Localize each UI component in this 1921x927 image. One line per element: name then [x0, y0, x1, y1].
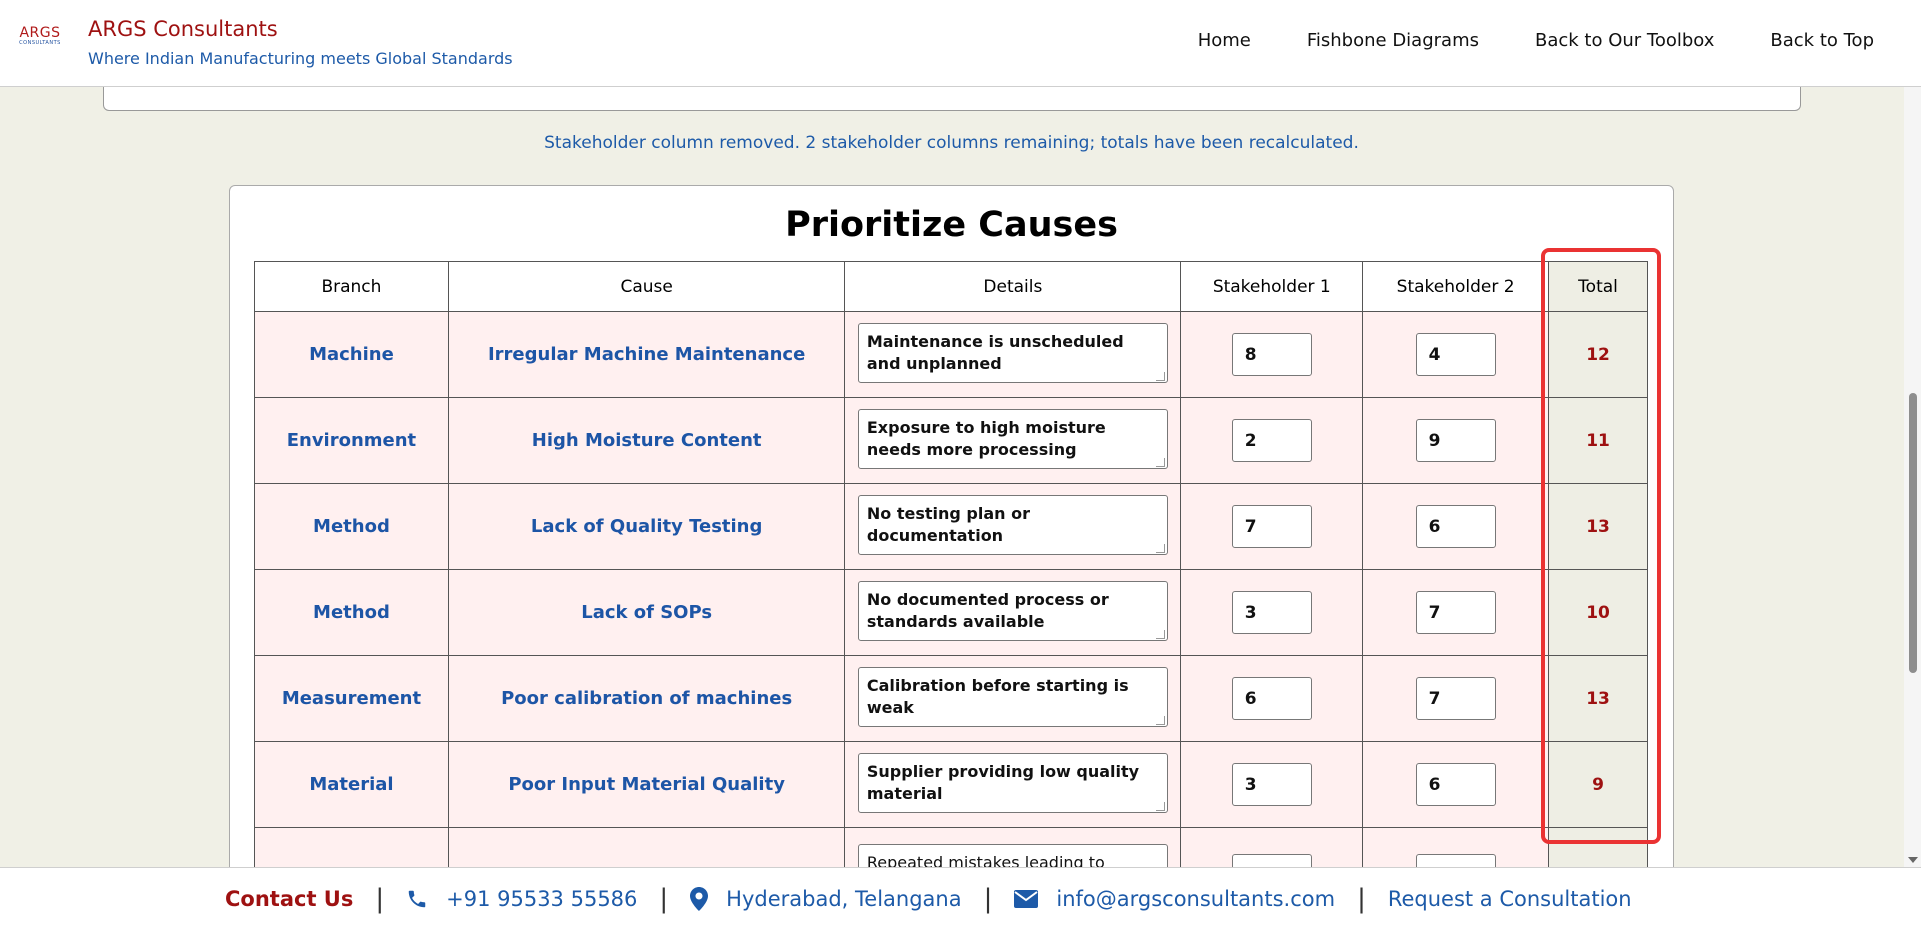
- details-cell: [845, 570, 1181, 656]
- stakeholder-1-score-input[interactable]: [1232, 419, 1312, 462]
- section-title: Prioritize Causes: [785, 205, 1118, 245]
- branch-cell: Environment: [255, 398, 449, 484]
- footer-separator: |: [375, 884, 385, 914]
- prioritize-table: [254, 261, 1648, 914]
- table-row: [255, 312, 1648, 398]
- header-total: Total: [1549, 262, 1648, 312]
- total-cell: 11: [1549, 398, 1648, 484]
- details-cell: [845, 312, 1181, 398]
- location-link[interactable]: [690, 887, 961, 911]
- brand-tagline: Where Indian Manufacturing meets Global Standards: [88, 49, 513, 68]
- details-cell: [845, 742, 1181, 828]
- nav-fishbone-link[interactable]: Fishbone Diagrams: [1306, 30, 1479, 51]
- cause-cell: Poor Input Material Quality: [448, 742, 845, 828]
- table-header-row: [255, 262, 1648, 312]
- phone-link[interactable]: [406, 887, 637, 911]
- footer-separator: |: [659, 884, 669, 914]
- header-details: Details: [845, 262, 1181, 312]
- table-row: [255, 570, 1648, 656]
- map-pin-icon: [690, 887, 708, 911]
- details-cell: [845, 398, 1181, 484]
- scroll-down-arrow-icon[interactable]: [1908, 857, 1918, 863]
- stakeholder-2-cell: [1363, 570, 1549, 656]
- stakeholder-2-cell: [1363, 398, 1549, 484]
- details-cell: [845, 656, 1181, 742]
- details-textarea[interactable]: [858, 409, 1168, 469]
- status-message: Stakeholder column removed. 2 stakeholder columns remaining; totals have been recalculated.: [544, 133, 1359, 153]
- cause-cell: High Moisture Content: [448, 398, 845, 484]
- scrollbar-thumb[interactable]: [1909, 393, 1917, 673]
- logo-subtext: CONSULTANTS: [19, 40, 61, 46]
- envelope-icon: [1014, 890, 1038, 908]
- total-cell: 9: [1549, 742, 1648, 828]
- header-cause: Cause: [448, 262, 845, 312]
- footer-separator: |: [1357, 884, 1366, 914]
- page-scrollbar[interactable]: [1904, 87, 1921, 867]
- table-row: [255, 398, 1648, 484]
- details-textarea[interactable]: [858, 667, 1168, 727]
- stakeholder-1-cell: [1181, 312, 1363, 398]
- branch-cell: Machine: [255, 312, 449, 398]
- cause-cell: Poor calibration of machines: [448, 656, 845, 742]
- stakeholder-2-score-input[interactable]: [1416, 419, 1496, 462]
- email-link[interactable]: [1014, 887, 1335, 911]
- contact-footer: [0, 867, 1921, 927]
- stakeholder-1-score-input[interactable]: [1232, 763, 1312, 806]
- stakeholder-2-score-input[interactable]: [1416, 763, 1496, 806]
- table-row: [255, 656, 1648, 742]
- stakeholder-2-cell: [1363, 656, 1549, 742]
- contact-title: Contact Us: [225, 887, 354, 911]
- stakeholder-2-score-input[interactable]: [1416, 505, 1496, 548]
- stakeholder-1-score-input[interactable]: [1232, 333, 1312, 376]
- stakeholder-1-score-input[interactable]: [1232, 505, 1312, 548]
- footer-separator: |: [983, 884, 993, 914]
- header-branch: Branch: [255, 262, 449, 312]
- stakeholder-1-cell: [1181, 484, 1363, 570]
- details-cell: [845, 484, 1181, 570]
- branch-cell: Measurement: [255, 656, 449, 742]
- total-cell: 13: [1549, 656, 1648, 742]
- site-header: [0, 0, 1921, 87]
- details-textarea[interactable]: [858, 753, 1168, 813]
- details-textarea[interactable]: [858, 581, 1168, 641]
- branch-cell: Method: [255, 570, 449, 656]
- table-row: [255, 742, 1648, 828]
- brand-block: [88, 17, 513, 68]
- header-stakeholder-2: Stakeholder 2: [1363, 262, 1549, 312]
- stakeholder-2-score-input[interactable]: [1416, 333, 1496, 376]
- location-text: Hyderabad, Telangana: [726, 887, 962, 911]
- brand-name[interactable]: ARGS Consultants: [88, 17, 278, 41]
- main-nav: [1198, 30, 1874, 51]
- stakeholder-2-cell: [1363, 742, 1549, 828]
- branch-cell: Method: [255, 484, 449, 570]
- phone-icon: [406, 888, 428, 910]
- header-stakeholder-1: Stakeholder 1: [1181, 262, 1363, 312]
- stakeholder-1-cell: [1181, 398, 1363, 484]
- stakeholder-1-cell: [1181, 656, 1363, 742]
- stakeholder-2-score-input[interactable]: [1416, 591, 1496, 634]
- total-cell: 10: [1549, 570, 1648, 656]
- phone-number: +91 95533 55586: [446, 887, 638, 911]
- stakeholder-2-score-input[interactable]: [1416, 677, 1496, 720]
- total-cell: 13: [1549, 484, 1648, 570]
- nav-toolbox-link[interactable]: Back to Our Toolbox: [1534, 30, 1715, 51]
- nav-home-link[interactable]: Home: [1197, 30, 1251, 51]
- stakeholder-1-cell: [1181, 742, 1363, 828]
- email-address: info@argsconsultants.com: [1056, 887, 1336, 911]
- table-row: [255, 484, 1648, 570]
- footer-contact-bar: [225, 884, 1632, 914]
- branch-cell: Material: [255, 742, 449, 828]
- stakeholder-1-cell: [1181, 570, 1363, 656]
- stakeholder-1-score-input[interactable]: [1232, 677, 1312, 720]
- cause-cell: Lack of Quality Testing: [448, 484, 845, 570]
- cause-cell: Irregular Machine Maintenance: [448, 312, 845, 398]
- details-textarea[interactable]: [858, 495, 1168, 555]
- nav-back-to-top-link[interactable]: Back to Top: [1770, 30, 1874, 51]
- args-logo[interactable]: [15, 26, 65, 50]
- stakeholder-2-cell: [1363, 484, 1549, 570]
- request-consultation-link[interactable]: Request a Consultation: [1387, 887, 1632, 911]
- logo-text: ARGS: [19, 25, 61, 41]
- cause-cell: Lack of SOPs: [448, 570, 845, 656]
- stakeholder-1-score-input[interactable]: [1232, 591, 1312, 634]
- stakeholder-2-cell: [1363, 312, 1549, 398]
- total-cell: 12: [1549, 312, 1648, 398]
- details-textarea[interactable]: [858, 323, 1168, 383]
